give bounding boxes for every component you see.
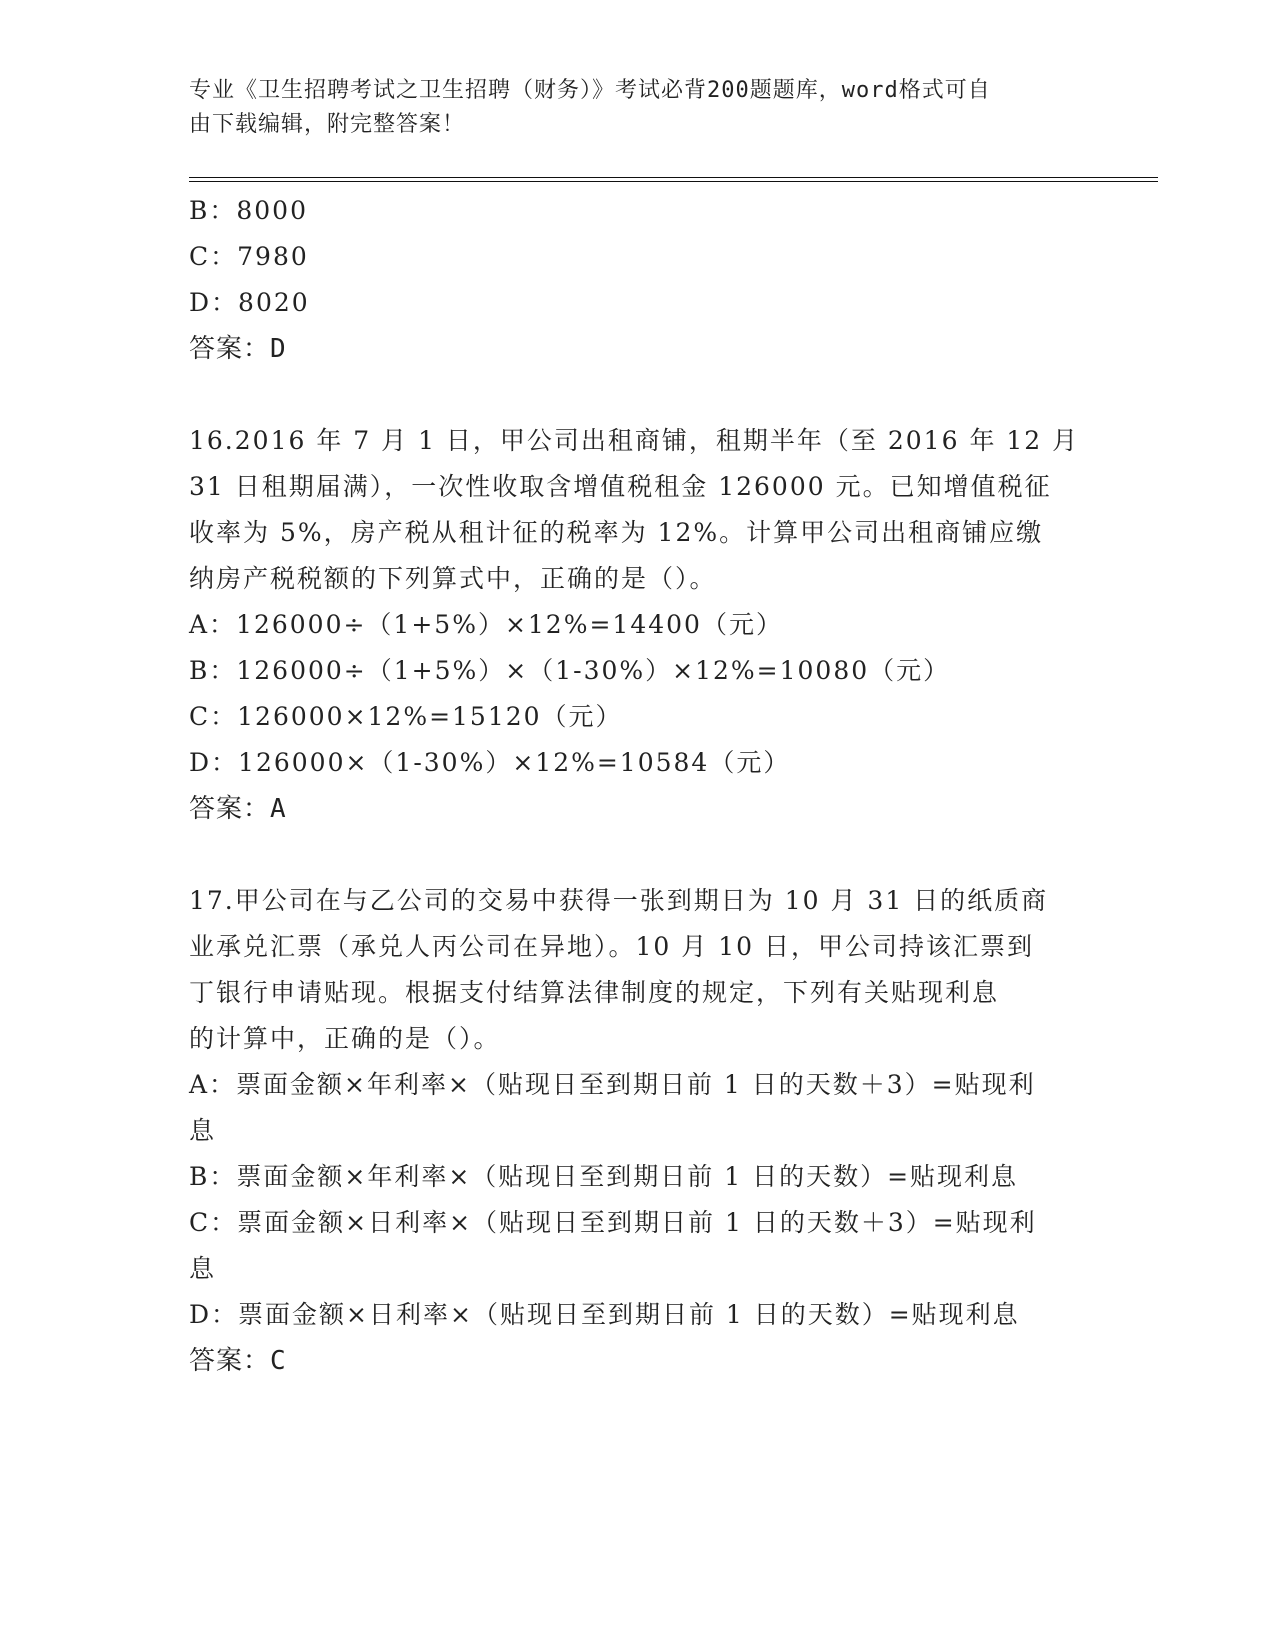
option-b: B：126000÷（1+5%）×（1-30%）×12%=10080（元） xyxy=(189,656,951,685)
document-header xyxy=(189,74,1089,142)
option-a-continued: 息 xyxy=(189,1116,217,1145)
option-c: C：票面金额×日利率×（贴现日至到期日前 1 日的天数＋3）=贴现利 xyxy=(189,1208,1037,1237)
question-text-line: 17.甲公司在与乙公司的交易中获得一张到期日为 10 月 31 日的纸质商 xyxy=(189,886,1049,915)
question-text-line: 丁银行申请贴现。根据支付结算法律制度的规定，下列有关贴现利息 xyxy=(189,978,1000,1007)
question-text-line: 纳房产税税额的下列算式中，正确的是（）。 xyxy=(189,564,717,593)
option-d: D：8020 xyxy=(189,288,310,317)
option-b: B：票面金额×年利率×（贴现日至到期日前 1 日的天数）=贴现利息 xyxy=(189,1162,1019,1191)
spacer xyxy=(189,372,1089,418)
option-c: C：126000×12%=15120（元） xyxy=(189,702,623,731)
question-text-line: 收率为 5%，房产税从租计征的税率为 12%。计算甲公司出租商铺应缴 xyxy=(189,518,1044,547)
question-text-line: 的计算中，正确的是（）。 xyxy=(189,1024,501,1053)
document-body xyxy=(189,188,1089,1384)
option-a: A：126000÷（1+5%）×12%=14400（元） xyxy=(189,610,783,639)
answer-line: 答案：A xyxy=(189,794,287,824)
previous-question-tail xyxy=(189,188,1089,372)
header-title-line-1: 专业《卫生招聘考试之卫生招聘（财务）》考试必背200题题库，word格式可自 xyxy=(189,78,991,103)
option-d: D：票面金额×日利率×（贴现日至到期日前 1 日的天数）=贴现利息 xyxy=(189,1300,1020,1329)
header-divider-top xyxy=(189,177,1158,178)
question-16 xyxy=(189,418,1089,832)
question-text-line: 业承兑汇票（承兑人丙公司在异地）。10 月 10 日，甲公司持该汇票到 xyxy=(189,932,1034,961)
option-c: C：7980 xyxy=(189,242,309,271)
option-b: B：8000 xyxy=(189,196,308,225)
option-c-continued: 息 xyxy=(189,1254,217,1283)
question-text-line: 16.2016 年 7 月 1 日，甲公司出租商铺，租期半年（至 2016 年 12 月 xyxy=(189,426,1080,455)
header-divider-bottom xyxy=(189,181,1158,182)
answer-line: 答案：C xyxy=(189,1346,287,1376)
option-d: D：126000×（1-30%）×12%=10584（元） xyxy=(189,748,791,777)
answer-line: 答案：D xyxy=(189,334,287,364)
question-17 xyxy=(189,878,1089,1384)
option-a: A：票面金额×年利率×（贴现日至到期日前 1 日的天数＋3）=贴现利 xyxy=(189,1070,1036,1099)
spacer xyxy=(189,832,1089,878)
header-title-line-2: 由下载编辑，附完整答案！ xyxy=(189,112,466,137)
question-text-line: 31 日租期届满），一次性收取含增值税租金 126000 元。已知增值税征 xyxy=(189,472,1052,501)
